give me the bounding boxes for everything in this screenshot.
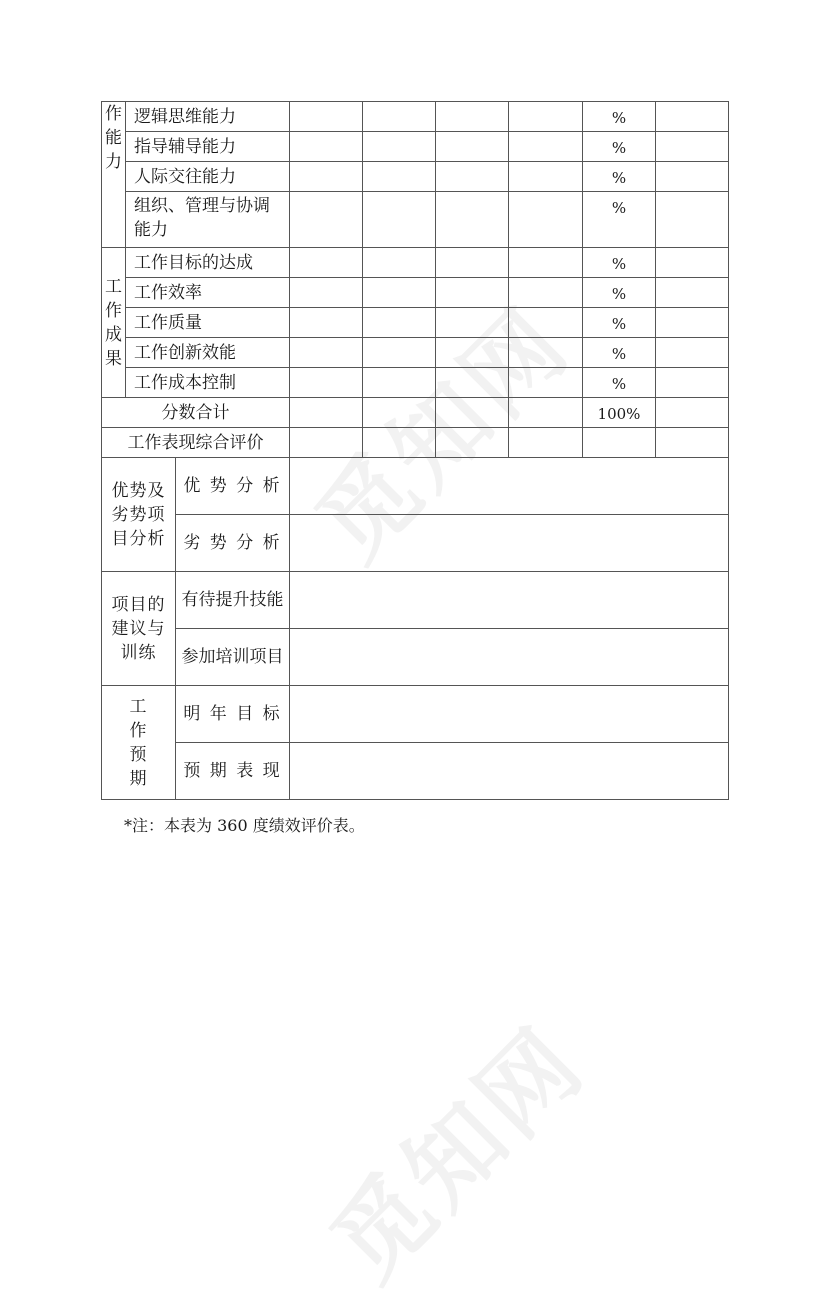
score-cell[interactable]	[436, 428, 509, 458]
table-row	[102, 686, 729, 743]
score-cell[interactable]	[436, 398, 509, 428]
score-cell[interactable]	[290, 368, 363, 398]
score-cell[interactable]	[656, 338, 729, 368]
score-cell[interactable]	[509, 368, 583, 398]
score-cell[interactable]	[656, 132, 729, 162]
expected-label: 预 期 表 现	[176, 743, 290, 800]
score-cell[interactable]	[290, 102, 363, 132]
table-row	[102, 102, 729, 132]
weakness-input[interactable]	[290, 515, 729, 572]
score-cell[interactable]	[290, 398, 363, 428]
weight-cell: %	[583, 278, 656, 308]
overall-label: 工作表现综合评价	[102, 428, 290, 458]
score-cell[interactable]	[509, 308, 583, 338]
analysis-label: 优势及劣势项目分析	[102, 458, 176, 572]
score-cell[interactable]	[656, 192, 729, 248]
outlook-label: 工作预期	[102, 686, 176, 800]
score-cell[interactable]	[436, 368, 509, 398]
weight-cell: %	[583, 308, 656, 338]
table-row	[102, 572, 729, 629]
score-cell[interactable]	[509, 428, 583, 458]
weight-cell: %	[583, 132, 656, 162]
score-cell[interactable]	[363, 102, 436, 132]
item-label: 人际交往能力	[126, 162, 290, 192]
training-input[interactable]	[290, 629, 729, 686]
score-cell[interactable]	[509, 248, 583, 278]
item-label: 组织、管理与协调能力	[126, 192, 290, 248]
table-row	[102, 132, 729, 162]
item-label: 逻辑思维能力	[126, 102, 290, 132]
table-row	[102, 398, 729, 428]
score-cell[interactable]	[436, 338, 509, 368]
score-cell[interactable]	[363, 398, 436, 428]
weight-cell: %	[583, 192, 656, 248]
table-row	[102, 192, 729, 248]
training-label: 参加培训项目	[176, 629, 290, 686]
score-cell[interactable]	[290, 428, 363, 458]
score-cell[interactable]	[509, 398, 583, 428]
score-cell[interactable]	[509, 162, 583, 192]
strength-label: 优 势 分 析	[176, 458, 290, 515]
table-row	[102, 515, 729, 572]
score-cell[interactable]	[656, 428, 729, 458]
table-row	[102, 338, 729, 368]
item-label: 指导辅导能力	[126, 132, 290, 162]
score-cell[interactable]	[436, 102, 509, 132]
strength-input[interactable]	[290, 458, 729, 515]
expected-input[interactable]	[290, 743, 729, 800]
score-cell[interactable]	[290, 278, 363, 308]
table-row	[102, 428, 729, 458]
score-cell[interactable]	[583, 428, 656, 458]
skills-label: 有待提升技能	[176, 572, 290, 629]
item-label: 工作创新效能	[126, 338, 290, 368]
goal-input[interactable]	[290, 686, 729, 743]
weight-cell: %	[583, 162, 656, 192]
score-cell[interactable]	[656, 102, 729, 132]
item-label: 工作效率	[126, 278, 290, 308]
weight-cell: %	[583, 338, 656, 368]
watermark: 觅知网	[295, 286, 592, 582]
weight-cell: %	[583, 248, 656, 278]
score-cell[interactable]	[363, 278, 436, 308]
score-cell[interactable]	[363, 338, 436, 368]
table-row	[102, 162, 729, 192]
score-cell[interactable]	[656, 278, 729, 308]
total-weight: 100%	[583, 398, 656, 428]
score-cell[interactable]	[290, 308, 363, 338]
score-cell[interactable]	[363, 368, 436, 398]
score-cell[interactable]	[363, 248, 436, 278]
weight-cell: %	[583, 368, 656, 398]
skills-input[interactable]	[290, 572, 729, 629]
score-cell[interactable]	[509, 192, 583, 248]
total-label: 分数合计	[102, 398, 290, 428]
score-cell[interactable]	[656, 162, 729, 192]
table-row	[102, 278, 729, 308]
score-cell[interactable]	[363, 428, 436, 458]
score-cell[interactable]	[290, 132, 363, 162]
table-row	[102, 368, 729, 398]
score-cell[interactable]	[363, 132, 436, 162]
item-label: 工作目标的达成	[126, 248, 290, 278]
suggestion-label: 项目的建议与训练	[102, 572, 176, 686]
item-label: 工作成本控制	[126, 368, 290, 398]
watermark: 觅知网	[310, 1006, 607, 1302]
table-row	[102, 458, 729, 515]
score-cell[interactable]	[436, 278, 509, 308]
score-cell[interactable]	[509, 102, 583, 132]
score-cell[interactable]	[436, 308, 509, 338]
goal-label: 明 年 目 标	[176, 686, 290, 743]
score-cell[interactable]	[656, 398, 729, 428]
score-cell[interactable]	[436, 132, 509, 162]
score-cell[interactable]	[363, 192, 436, 248]
score-cell[interactable]	[363, 308, 436, 338]
score-cell[interactable]	[436, 248, 509, 278]
result-section-label: 工作成果	[102, 248, 126, 398]
score-cell[interactable]	[436, 192, 509, 248]
footnote: *注：本表为 360 度绩效评价表。	[124, 816, 365, 835]
score-cell[interactable]	[290, 338, 363, 368]
score-cell[interactable]	[290, 192, 363, 248]
evaluation-table	[101, 101, 729, 800]
table-row	[102, 308, 729, 338]
score-cell[interactable]	[656, 368, 729, 398]
table-row	[102, 248, 729, 278]
score-cell[interactable]	[290, 162, 363, 192]
score-cell[interactable]	[290, 248, 363, 278]
weight-cell: %	[583, 102, 656, 132]
score-cell[interactable]	[656, 248, 729, 278]
ability-section-label: 作能力	[102, 102, 126, 248]
score-cell[interactable]	[363, 162, 436, 192]
item-label: 工作质量	[126, 308, 290, 338]
table-row	[102, 743, 729, 800]
weakness-label: 劣 势 分 析	[176, 515, 290, 572]
score-cell[interactable]	[509, 338, 583, 368]
table-row	[102, 629, 729, 686]
score-cell[interactable]	[509, 132, 583, 162]
score-cell[interactable]	[509, 278, 583, 308]
score-cell[interactable]	[436, 162, 509, 192]
score-cell[interactable]	[656, 308, 729, 338]
